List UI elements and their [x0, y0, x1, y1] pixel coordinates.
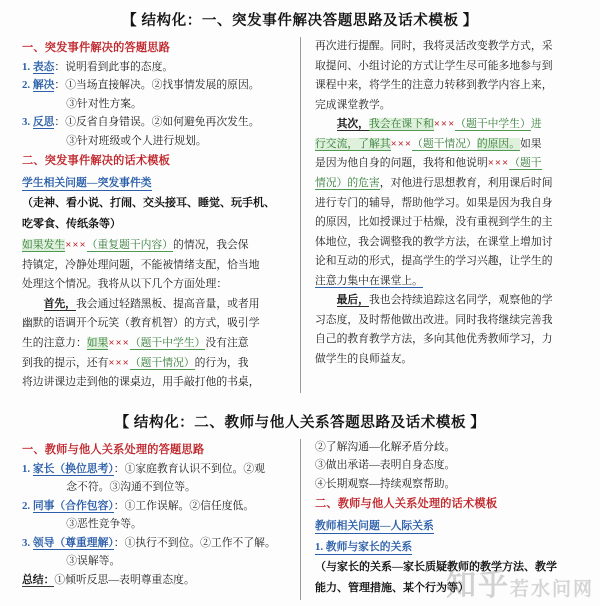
s2-summary-text: ①倾听反思—表明尊重态度。 [54, 573, 195, 586]
s2-summary-label: 总结： [22, 573, 55, 586]
s2r-summary-point-3: ③做出承诺—表明自身态度。 [315, 459, 456, 472]
s2-bracket-list-line-2: 能力、管理措施、某个行为等） [315, 582, 469, 595]
s2-item-3-text: ：①执行不到位。②工作不了解。 [113, 536, 276, 549]
s1r-p2-placeholder-2: ××× [390, 137, 413, 150]
s1r-paragraph-2-line-4 [315, 174, 576, 193]
s1r-p2-placeholder-1: ××× [433, 118, 456, 131]
s1-bracket-list-line-2: 吃零食、传纸条等） [22, 218, 121, 231]
s1r-p3-line-1-text: 我也会持续追踪这名同学，观察他的学 [368, 294, 553, 307]
s1-bracket-list-line-1: （走神、看小说、打闹、交头接耳、睡觉、玩手机、 [22, 197, 275, 210]
section-spacer [0, 393, 600, 402]
s2-subheading-interpersonal: 教师相关问题—人际关系 [315, 520, 434, 533]
s1-item-1-label: 表态 [32, 61, 55, 73]
s1r-p2-highlight-2: 行交流，了解其 [315, 137, 391, 150]
s1r-p2-paren-3: （题干 [509, 157, 542, 170]
s1r-paragraph-2-line-8: 论和互动的形式，提高学生的学习兴趣，让学生的 [315, 255, 553, 268]
watermark-primary-text: 知乎 [445, 569, 510, 602]
s1-p2-line-4-suffix: 的行为，我 [194, 356, 249, 369]
s1-p2-line-4-prefix: 到我的提示，还有 [22, 356, 109, 369]
s2-heading-speech-template: 二、教师与他人关系处理的话术模板 [315, 498, 498, 511]
s1-item-2-text: ：①当场直接解决。②找事情发展的原因。 [54, 79, 260, 92]
s1r-p2-highlight-3: 的原因。 [476, 137, 521, 150]
s1-item-3 [22, 114, 290, 131]
s1-item-3-label: 反思 [32, 116, 55, 129]
s1r-p2-tail-1: 进 [530, 118, 542, 131]
section-1-left-column [14, 37, 300, 393]
s2-item-2-continued: ③恶性竞争等。 [66, 518, 142, 531]
s1-item-1-text: ：说明看到此事的态度。 [54, 61, 174, 73]
s2-item-2-number: 2. [22, 499, 31, 512]
s1r-line-2: 取提问、小组讨论的方式让学生尽可能多地参与到 [315, 59, 553, 72]
s1r-p2-lead-second: 其次， [336, 118, 369, 131]
s1-heading-speech-template: 二、突发事件解决的话术模板 [22, 155, 171, 168]
s1r-line-1: 再次进行提醒。同时，我将灵活改变教学方式，采 [315, 40, 553, 52]
s2-item-1 [22, 461, 290, 478]
s1r-p2-line-3-text: 是因为他自身的问题，我将和他说明 [315, 157, 488, 170]
s1-subheading-student-issues: 学生相关问题—突发事件类 [22, 177, 152, 190]
s2-heading-answer-approach: 一、教师与他人关系处理的答题思路 [22, 443, 205, 456]
watermark-secondary-text: 若水问网 [509, 579, 594, 600]
s2-item-1-label: 家长（换位思考） [32, 462, 114, 475]
s2-item-3 [22, 535, 290, 552]
s1-item-2-continued: ③针对性方案。 [66, 97, 142, 110]
s1-item-1-number: 1. [22, 61, 31, 73]
s1r-paragraph-2-line-5: 进行专门的辅导，帮助他学习。如果是因为我自身 [315, 196, 553, 209]
s1-paragraph-1-line-1 [22, 236, 290, 255]
section-2-right-column [300, 439, 586, 600]
s1-item-1 [22, 59, 290, 76]
s2r-summary-point-2: ②了解沟通—化解矛盾分歧。 [315, 440, 456, 453]
s1r-p2-paren-1: （题干中学生） [455, 118, 531, 131]
s1-p2-line-3-placeholder: ××× [108, 337, 130, 350]
s1-p1-highlight-lead: 如果发生 [22, 239, 66, 252]
s1-p1-placeholder-mark: ××× [65, 239, 87, 252]
s1r-line-4: 完成课堂教学。 [315, 98, 391, 111]
s1r-paragraph-2-line-6: 的原因，比如授课过于枯燥，没有重视到学生的主 [315, 216, 553, 229]
section-1-title: 【 结构化：一、突发事件解决答题思路及话术模板 】 [122, 13, 478, 29]
s2-item-1-text: ：①家庭教育认识不到位。②观 [113, 462, 265, 475]
s1r-line-3: 课程中来，将学生的注意力转移到教学内容上来， [315, 79, 553, 92]
s1r-paragraph-3-line-1 [315, 291, 576, 310]
s2-item-3-number: 3. [22, 536, 31, 549]
s2r-summary-point-4: ④长期观察—持续观察帮助。 [315, 477, 456, 490]
s1-item-2-label: 解决 [32, 79, 55, 92]
s1-p1-rest: 的情况，我会保 [173, 239, 249, 252]
s1r-p2-line-9-underlined: 注意力集中在课堂上。 [315, 274, 423, 287]
s1-paragraph-2-line-2: 幽默的语调开个玩笑（教育机智）的方式，吸引学 [22, 317, 260, 330]
section-2-left-column [14, 439, 300, 600]
s1-heading-answer-approach: 一、突发事件解决的答题思路 [22, 42, 171, 54]
s1-p2-lead-first: 首先， [43, 297, 76, 310]
s1r-paragraph-2-line-2 [315, 135, 576, 154]
s1-p2-line-3-suffix: 没有注意 [205, 337, 249, 350]
s1-p2-line-4-paren: （题干情况） [129, 356, 195, 369]
s1-p2-line-4-placeholder: ××× [108, 356, 130, 369]
s1r-p2-paren-2: （题干情况） [412, 137, 477, 150]
s1r-paragraph-2-line-1 [315, 115, 576, 134]
s1r-p2-line-4-tail: ，对他进行思想教育，利用课后时间 [379, 176, 553, 189]
s1-paragraph-2-line-1 [22, 295, 290, 314]
s1-item-3-text: ：①反省自身错误。②如何避免再次发生。 [54, 116, 260, 129]
s1-item-3-number: 3. [22, 116, 31, 129]
s2-summary [22, 572, 290, 589]
s1r-p3-lead-last: 最后， [336, 294, 369, 307]
s2-item-1-number: 1. [22, 462, 31, 475]
s1-item-3-continued: ③针对班级或个人进行规划。 [66, 134, 207, 147]
s1r-p2-tail-2: 如果 [520, 137, 542, 150]
s1r-paragraph-3-line-3: 自己的教育教学方法，多向其他优秀教师学习，力 [315, 333, 553, 346]
s1-paragraph-1-line-3: 处理这个情况。我将从以下几个方面处理： [22, 278, 228, 291]
s2-item-teacher-parent-relation: 1. 教师与家长的关系 [315, 541, 413, 554]
section-2-columns [0, 439, 600, 600]
s1r-p2-highlight-1: 我会在课下和 [368, 118, 434, 131]
section-2-title: 【 结构化：二、教师与他人关系答题思路及话术模板 】 [114, 414, 486, 431]
section-1-columns [0, 37, 600, 393]
s1-p2-line-1-text: 我会通过轻踏黑板、提高音量，或者用 [75, 297, 260, 310]
s1-p1-paren-note: （重复题干内容） [86, 239, 174, 252]
s1-paragraph-1-line-2: 持镇定，冷静处理问题，不能被情绪支配，恰当地 [22, 258, 260, 271]
s1r-paragraph-2-line-9 [315, 272, 576, 291]
s2-bracket-list-line-1: （与家长的关系—家长质疑教师的教学方法、教学 [315, 561, 557, 574]
s2-item-2 [22, 498, 290, 515]
s2-item-2-label: 同事（合作包容） [32, 499, 114, 512]
s1-paragraph-2-line-3 [22, 334, 290, 353]
s1r-paragraph-3-line-2: 习态度，及时帮他做出改进。同时我将继续完善我 [315, 313, 553, 326]
s1-item-2-number: 2. [22, 79, 31, 92]
section-1-right-column [300, 37, 586, 393]
s1r-p2-placeholder-3: ××× [487, 157, 510, 170]
s2-item-3-label: 领导（尊重理解） [32, 536, 114, 549]
s2-item-2-text: ：①工作误解。②信任度低。 [113, 499, 255, 512]
s1-p2-line-3-highlight: 如果 [86, 337, 109, 350]
s1r-p2-paren-4: 情况）的危害 [315, 176, 380, 189]
s2-item-1-continued: 念不符。③沟通不到位等。 [66, 481, 196, 494]
s1r-paragraph-2-line-3 [315, 154, 576, 173]
s2-item-3-continued: ③误解等。 [66, 555, 121, 568]
s1-item-2 [22, 77, 290, 94]
s1r-paragraph-2-line-7: 体地位，我会调整我的教学方法，在课堂上增加讨 [315, 235, 553, 248]
s1r-paragraph-3-line-4: 做学生的良师益友。 [315, 353, 413, 365]
s1-p2-line-3-paren: （题干中学生） [129, 337, 206, 350]
s1-paragraph-2-line-5: 将边讲课边走到他的课桌边，用手敲打他的书桌， [22, 376, 260, 389]
s1-paragraph-2-line-4 [22, 354, 290, 373]
s1-p2-line-3-prefix: 生的注意力： [22, 337, 87, 350]
